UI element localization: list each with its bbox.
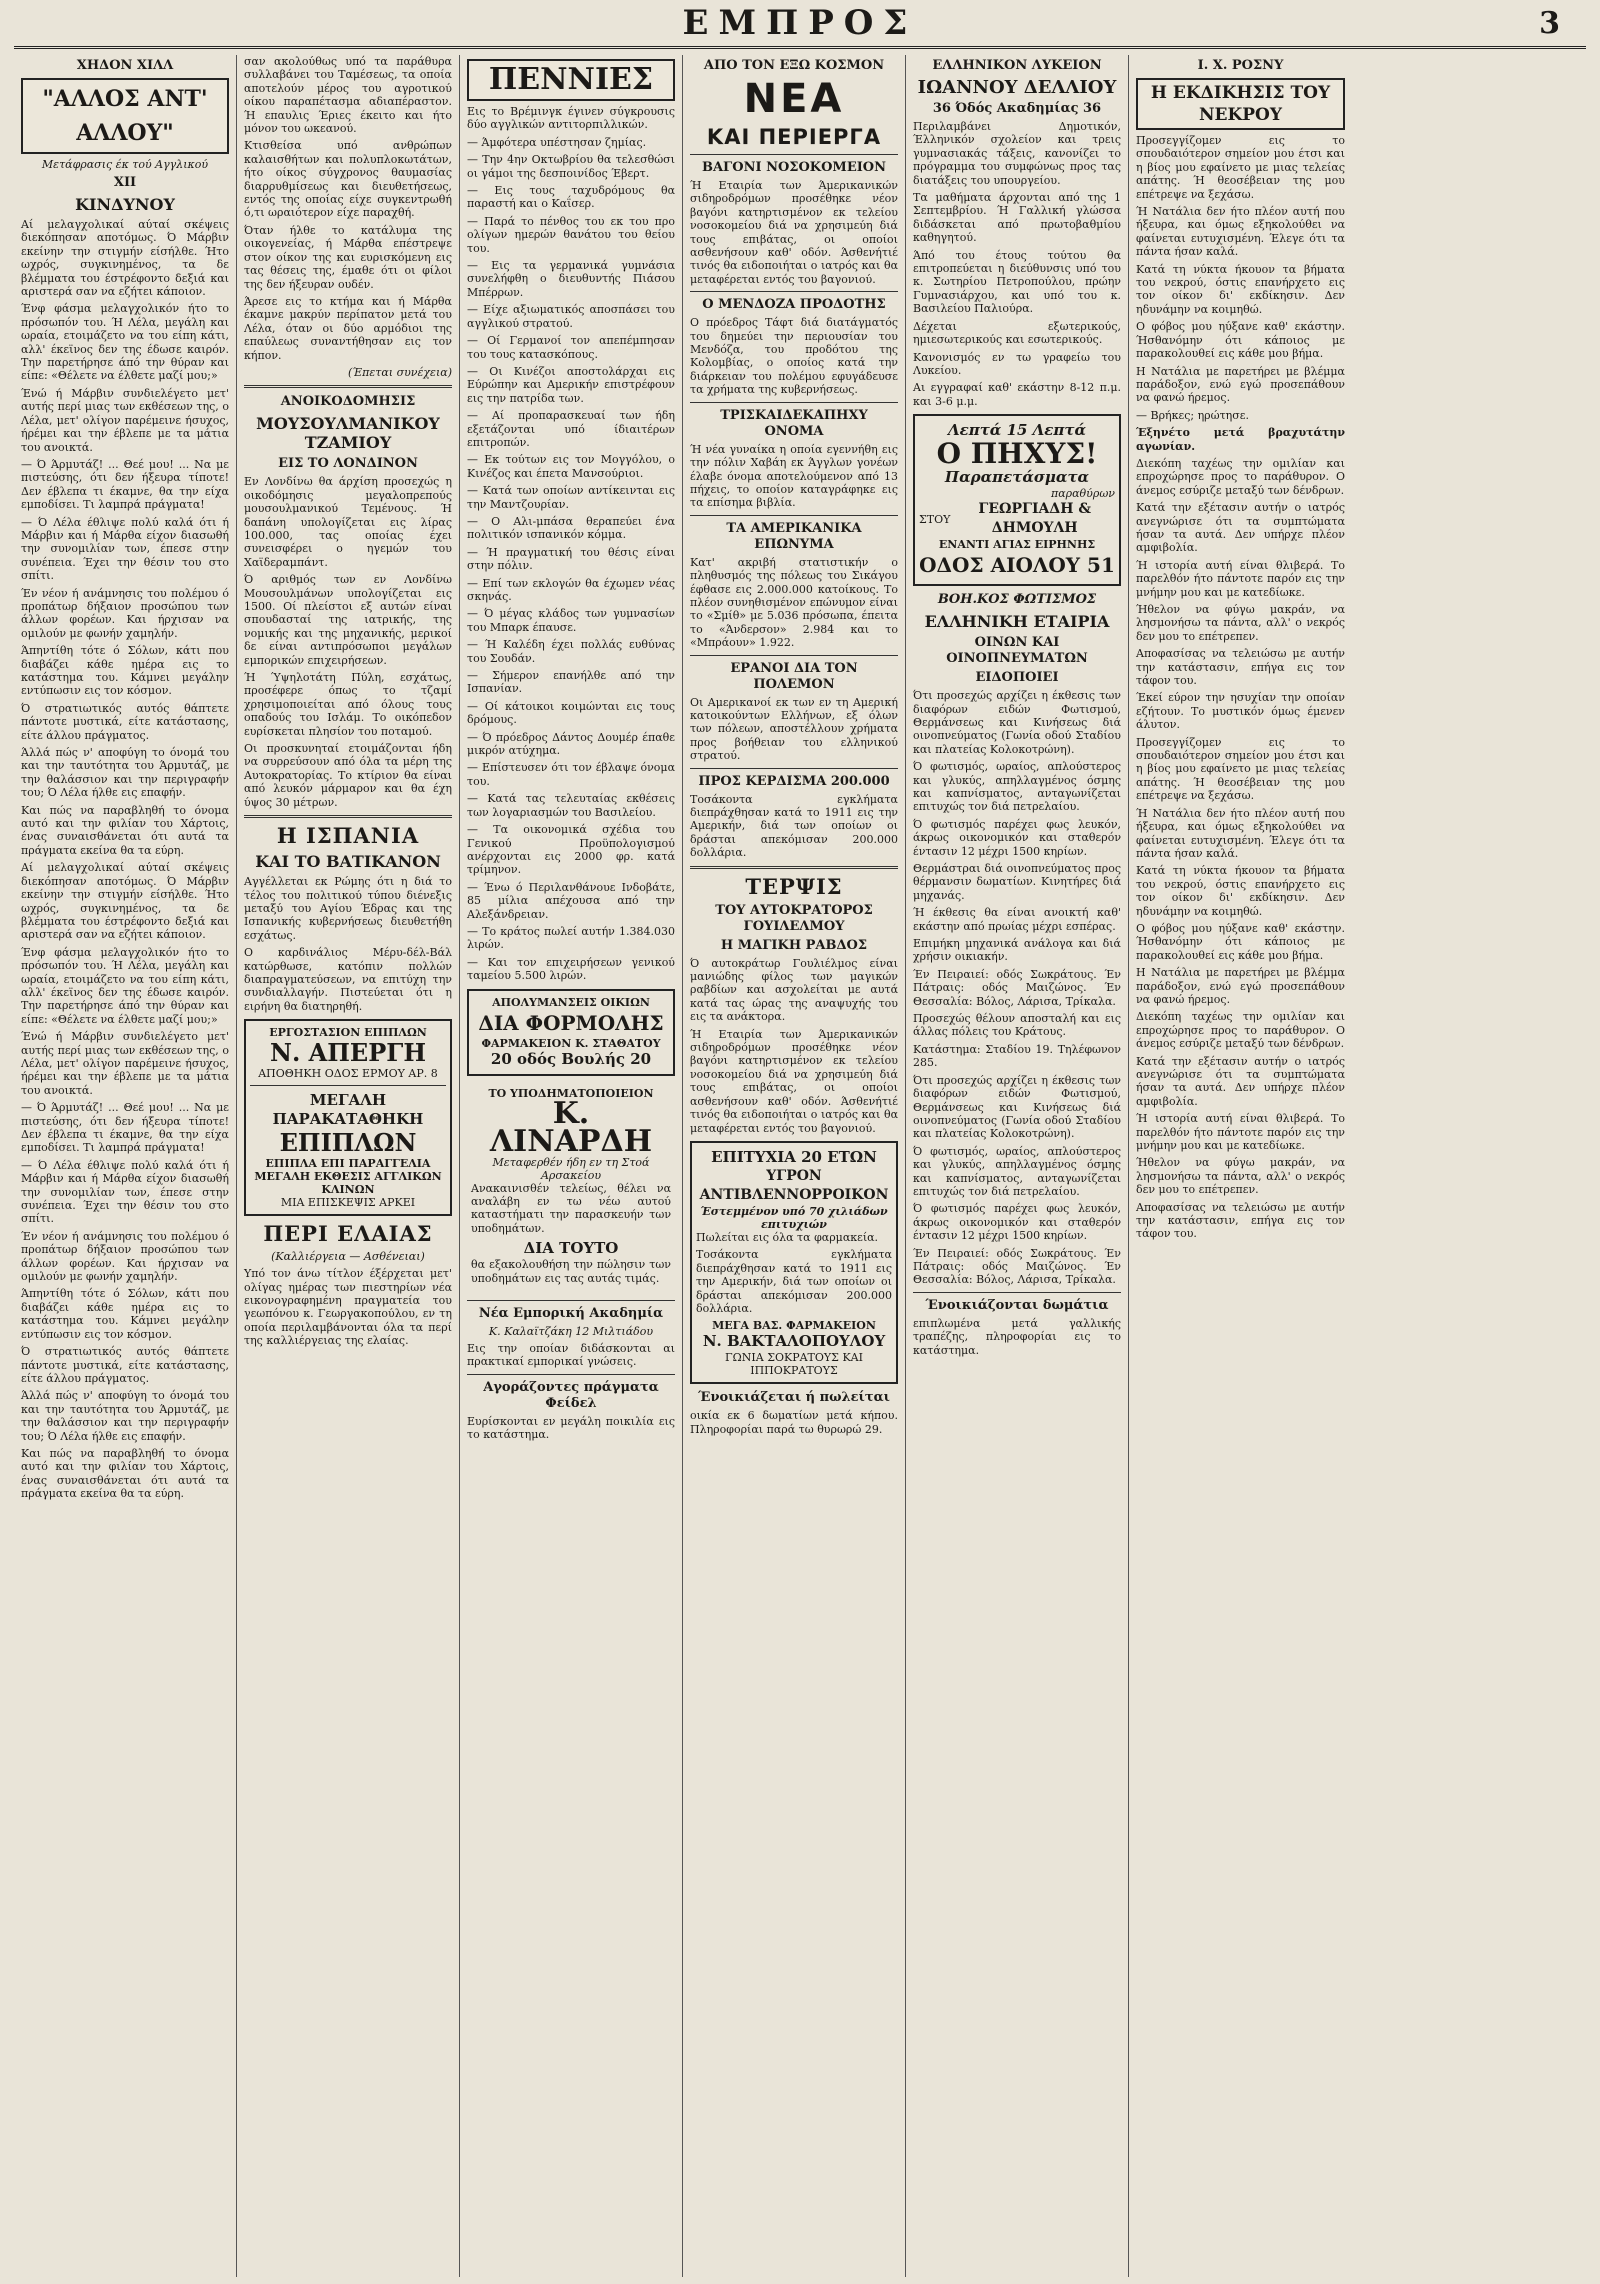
column-4 [683, 55, 906, 2277]
paragraph: Και πώς να παραβληθή το όνομα αυτό και την φιλίαν του Χάρτοις, ένας συναισθάνεται ότι αυτά τα πράγματα εκείνα θα τα εύρη. [21, 803, 229, 857]
ad-line: ΕΠΙΠΛΩΝ [279, 1128, 417, 1158]
ad-line: ΜΕΓΑΛΗ ΕΚΘΕΣΙΣ ΑΓΓΛΙΚΩΝ ΚΛΙΝΩΝ [254, 1170, 442, 1197]
ad-kicker: ΤΟ ΥΠΟΔΗΜΑΤΟΠΟΙΕΙΟΝ [488, 1086, 654, 1100]
divider [690, 402, 898, 403]
section-headline: ΝΕΑ [743, 76, 845, 122]
paragraph: Άπό του έτους τούτου θα επιτροπεύεται η διεύθυνσις υπό του κ. Σωτηρίου Πετροπούλου, πρώην Γυμνασιάρχου, και υπό του κ. Βασιλείου Παλιούρα. [913, 248, 1121, 316]
news-body: Ό αυτοκράτωρ Γουλιέλμος είναι μανιώδης φίλος των μαγικών ραβδίων και ασχολείται με αυτά κατά τας ώρας της αναψυχής του εις τα ανάκτορα. [690, 956, 898, 1024]
paragraph: Έκεί εύρον την ησυχίαν την οποίαν εζήτουν. Το μυστικόν όμως έμενεν άλυτον. [1136, 691, 1345, 732]
paragraph: Προσεγγίζομεν εις το σπουδαιότερον σημείον μου έτσι και η βίος μου εφαίνετο με μιας τελείας απάτης. Ή θεοσέβειαν της μου επέτρεψε να ξεχάσω. [1136, 735, 1345, 803]
news-item: — Και τον επιχειρήσεων γενικού ταμείου 5.500 λιρών. [467, 955, 675, 983]
paragraph: Δέχεται εξωτερικούς, ημιεσωτερικούς και εσωτερικούς. [913, 319, 1121, 347]
paragraph: Αγγέλλεται εκ Ρώμης ότι η διά το τέλος του πολιτικού τύπου διένεξις μεταξύ του Αγίου Έδρας και της Ισπανικής κυβερνήσεως διευθετήθη εσχάτως. [244, 875, 452, 942]
ad-line: Έστεμμένον υπό 70 χιλιάδων επιτυχιών [700, 1204, 888, 1231]
section-kicker: ΑΠΟ ΤΟΝ ΕΞΩ ΚΟΣΜΟΝ [703, 58, 885, 73]
news-item: — Ή Καλέδη έχει πολλάς ευθύνας του Σουδάν. [467, 638, 675, 665]
news-item: — Οι Κινέζοι αποστολάρχαι εις Εύρώπην και Αμερικήν επιστρέφουν εις την πατρίδα των. [467, 364, 675, 405]
serial-byline: Μετάφρασις έκ τού Αγγλικού [41, 158, 209, 171]
ad-title: Νέα Εμπορική Ακαδημία [478, 1306, 664, 1321]
news-title: ΒΑΓΟΝΙ ΝΟΣΟΚΟΜΕΙΟΝ [701, 160, 887, 175]
ad-title: Ένοικιάζονται δωμάτια [925, 1297, 1109, 1313]
company-name: ΕΛΛΗΝΙΚΗ ΕΤΑΙΡΙΑ [924, 612, 1110, 632]
paragraph: Άπηντίθη τότε ό Σόλων, κάτι που διαβάζει κάθε ημέρα εις το κατάστημα του. Κάμνει μεγάλην εντύπωσιν εις τον κόσμον. [21, 644, 229, 698]
paragraph: Ό στρατιωτικός αυτός θάπτετε πάντοτε μυστικά, είτε κατάστασης, είτε άλλου πράγματος. [21, 1345, 229, 1385]
ad-line: ΓΩΝΙΑ ΣΟΚΡΑΤΟΥΣ ΚΑΙ ΙΠΠΟΚΡΑΤΟΥΣ [725, 1351, 863, 1378]
paragraph: Κατά τη νύκτα ήκουον τα βήματα του νεκρού, όστις επανήρχετο εις τον οίκον δι' εκδίκησιν. Δεν ηδυνάμην να κοιμηθώ. [1136, 864, 1345, 918]
school-kicker: ΕΛΛΗΝΙΚΟΝ ΛΥΚΕΙΟΝ [932, 58, 1102, 73]
paragraph: Ό φωτισμός παρέχει φως λευκόν, άκρως οικονομικόν και σταθερόν έντασιν 12 μέχρι 1500 κηρίων. [913, 1202, 1121, 1243]
news-title: ΕΡΑΝΟΙ ΔΙΑ ΤΟΝ ΠΟΛΕΜΟΝ [730, 660, 858, 692]
paragraph: Ό στρατιωτικός αυτός θάπτετε πάντοτε μυστικά, είτε κατάστασης, είτε άλλου πράγματος. [21, 701, 229, 742]
ad-name: Ν. ΑΠΕΡΓΗ [270, 1038, 426, 1068]
ad-kicker: ΑΠΟΛΥΜΑΝΣΕΙΣ ΟΙΚΙΩΝ [492, 995, 650, 1009]
news-item: — Εκ τούτων εις τον Μογγόλου, ο Κινέζος και έπετα Μανσούριοι. [467, 453, 675, 480]
paragraph: Ότι προσεχώς αρχίζει η έκθεσις των διαφόρων ειδών Φωτισμού, Θερμάνσεως και Κινήσεως διά οινοπνεύματος (Γωνία οδού Σταδίου και πλατείας Κολοκοτρώνη). [913, 1073, 1121, 1141]
column-5 [906, 55, 1129, 2277]
masthead [14, 0, 1586, 49]
divider [467, 1300, 675, 1301]
ad-line: ΕΠΙΤΥΧΙΑ 20 ΕΤΩΝ [711, 1147, 877, 1166]
news-item: — Σήμερον επανήλθε από την Ισπανίαν. [467, 669, 675, 696]
paragraph: Ό φωτισμός, ωραίος, απλούστερος και γλυκύς, απηλλαγμένος όσμης και καπνίσματος, ανταγωνίζεται επιτυχώς τον διά πετρελαίου. [913, 760, 1121, 814]
continued-note: (Έπεται συνέχεια) [347, 365, 452, 379]
news-item: — Τα οικονομικά σχέδια του Γενικού Προϋπολογισμού ανέρχονται εις 2000 φρ. κατά τρίμηνον. [467, 823, 675, 877]
news-title: ΤΕΡΨΙΣ [745, 873, 843, 899]
news-item: — Επί των εκλογών θα έχωμεν νέας σκηνάς. [467, 576, 675, 603]
section-subheadline: ΚΑΙ ΠΕΡΙΕΡΓΑ [706, 125, 882, 149]
news-item: — Κατά των οποίων αντίκεινται εις την Μαντζουρίαν. [467, 484, 675, 511]
paragraph: Αι εγγραφαί καθ' εκάστην 8-12 π.μ. και 3-6 μ.μ. [913, 381, 1121, 408]
news-body: Ή Εταιρία των Άμερικανικών σιδηροδρόμων προσέθηκε νέον βαγόνι κατηρτισμένον εκ τελείου νοσοκομείου διά να χρησιμεύη διά τους επιβάτας, οι οποίοι ασθενήσουν καθ' οδόν. Άσθενήτιέ τινός θα ειδοποιήται ο ιατρός και θα μεταφέρεται εντός του βαγονιού. [690, 1027, 898, 1135]
paragraph: Ό φωτισμός παρέχει φως λευκόν, άκρως οικονομικόν και σταθερόν έντασιν 12 μέχρι 1500 κηρίων. [913, 817, 1121, 858]
paragraph: Διεκόπη ταχέως την ομιλίαν και επροχώρησε προς το παράθυρον. Ο άνεμος εσύριζε μεταξύ των δένδρων. [1136, 1010, 1345, 1051]
ad-line: ΕΠΙΠΛΑ ΕΠΙ ΠΑΡΑΓΓΕΛΙΑ [265, 1157, 431, 1171]
paragraph: Αποφασίσας να τελειώσω με αυτήν την κατάστασιν, επήγα εις τον τάφον του. [1136, 647, 1345, 688]
paragraph: Ή έκθεσις θα είναι ανοικτή καθ' εκάστην από πρωίας μέχρι εσπέρας. [913, 906, 1121, 933]
paragraph: Ήθελον να φύγω μακράν, να λησμονήσω τα πάντα, αλλ' ο νεκρός δεν μου το επέτρεπεν. [1136, 1156, 1345, 1197]
paragraph: Ένώ ή Μάρβιν συνδιελέγετο μετ' αυτής περί μιας των εκθέσεων της, ο Λέλα, μετ' ολίγον παρέμεινε ήσυχος, ήρέμει και την έβλεπε με τα μάτια του ανοικτά. [21, 386, 229, 454]
paragraph: Άρεσε εις το κτήμα και ή Μάρθα έκαμνε μακρύν περίπατον μετά του Λέλα, όταν οι δύο αρμόδιοι της επαύλεως συναντήθησαν εις τον κήπον. [244, 294, 452, 362]
paragraph: Ή Νατάλια δεν ήτο πλέον αυτή που ήξευρα, και όμως εξηκολούθει να φαίνεται ευτυχισμένη. Έλεγε ότι τα πάντα ήσαν καλά. [1136, 806, 1345, 860]
ad-body: επιπλωμένα μετά γαλλικής τραπέζης, πληροφορίαι εις το κατάστημα. [913, 1316, 1121, 1357]
news-item: — Επίστευσεν ότι τον έβλαψε όνομα του. [467, 761, 675, 788]
divider [244, 815, 452, 818]
ad-line: Ν. ΒΑΚΤΑΛΟΠΟΥΛΟΥ [702, 1332, 886, 1351]
news-item: — Ένω ό Περιλανθάνουε Ινδοβάτε, 85 μίλια απέχουσα από την Αλεξάνδρειαν. [467, 880, 675, 921]
company-notice: ΕΙΔΟΠΟΙΕΙ [975, 670, 1059, 686]
news-body: Κατ' ακριβή στατιστικήν ο πληθυσμός της πόλεως του Σικάγου έφθασε εις 2.000.000 κατοίκους. Το πλέον συνηθισμένον επώνυμον είναι το «Σμίθ» με 5.036 πρόσωπα, έπειτα το «Άνδερσον» 2.984 και το «Μπράουν» 1.922. [690, 555, 898, 650]
school-name: ΙΩΑΝΝΟΥ ΔΕΛΛΙΟΥ [917, 77, 1117, 98]
divider [244, 385, 452, 388]
ad-address: ΑΠΟΘΗΚΗ ΟΔΟΣ ΕΡΜΟΥ ΑΡ. 8 [258, 1067, 438, 1081]
serial-author: Ι. Χ. ΡΟΣΝΥ [1197, 58, 1284, 73]
paragraph: Ό αριθμός των εν Λονδίνω Μουσουλμάνων υπολογίζεται εις 1500. Οί πλείστοι εξ αυτών είναι σπουδασταί της ιατρικής, της νομικής και της μηχανικής, μερικοί δε είναι αντιπρόσωποι μεγάλων εμπορικών επιχειρήσεων. [244, 573, 452, 667]
paragraph: Η Νατάλια με παρετήρει με βλέμμα παράδοξον, ενώ εγώ προσεπάθουν να φανώ ήρεμος. [1136, 966, 1345, 1006]
ad-body: οικία εκ 6 δωματίων μετά κήπου. Πληροφορίαι παρά τω θυρωρώ 29. [690, 1409, 898, 1436]
news-item: — Την 4ην Οκτωβρίου θα τελεσθώσι οι γάμοι της δεσποινίδος Έβερτ. [467, 153, 675, 180]
ad-title: Ένοικιάζεται ή πωλείται [698, 1390, 890, 1406]
paragraph: Ήθελον να φύγω μακράν, να λησμονήσω τα πάντα, αλλ' ο νεκρός δεν μου το επέτρεπεν. [1136, 603, 1345, 643]
ad-body: θα εξακολουθήση την πώλησιν των υποδημάτων εις τας αυτάς τιμάς. [471, 1258, 671, 1285]
paragraph: Ή ιστορία αυτή είναι θλιβερά. Το παρελθόν ήτο πάντοτε παρόν εις την μνήμην μου και με κατεδίωκε. [1136, 1112, 1345, 1153]
news-item: — Κατά τας τελευταίας εκθέσεις των λογαριασμών του Βασιλείου. [467, 792, 675, 819]
news-subtitle: ΤΟΥ ΑΥΤΟΚΡΑΤΟΡΟΣ ΓΟΥΙΛΕΛΜΟΥ [715, 902, 873, 934]
ad-line: ΔΙΑ ΤΟΥΤΟ [523, 1239, 619, 1258]
paragraph: Ή Ύψηλοτάτη Πύλη, εσχάτως, προσέφερε όπως το τζαμί χρησιμοποιείται από όλους τους οπαδούς του Ισλάμ. Το οικόπεδον ευρίσκεται πλησίον του ποταμού. [244, 671, 452, 738]
paragraph: — Ό Λέλα έθλιψε πολύ καλά ότι ή Μάρβιν και ή Μάρθα είχον διασωθή την συνομιλίαν των, έπεσε στην συνέπεια. Έχει την θέσιν του στο σπίτι. [21, 515, 229, 583]
paragraph: Άλλά πώς ν' αποφύγη το όνομά του και την ταυτότητα του Άρμυτάζ, με την θαλάσσιον και την περιγραφήν του; Ό Λέλα ήλθε εις επαφήν. [21, 1389, 229, 1443]
ad-line: ΟΔΟΣ ΑΙΟΛΟΥ 51 [919, 553, 1115, 578]
news-subtitle: Η ΜΑΓΙΚΗ ΡΑΒΔΟΣ [720, 937, 868, 953]
paragraph: Κατά την εξέτασιν αυτήν ο ιατρός ανεγνώρισε ότι τα συμπτώματα ήσαν τα αυτά. Δεν υπήρχε πλέον αμφιβολία. [1136, 501, 1345, 555]
ad-line: παραθύρων [1051, 487, 1115, 501]
company-subtitle: ΟΙΝΩΝ ΚΑΙ ΟΙΝΟΠΝΕΥΜΑΤΩΝ [946, 635, 1088, 667]
ad-line: Λεπτά 15 Λεπτά [947, 421, 1087, 440]
news-body: Ή νέα γυναίκα η οποία εγεννήθη εις την πόλιν Χαβάη εκ Άγγλων γονέων έλαβε όνομα αποτελούμενον από 13 πήχεις, το οποίον καταγράφηκε εις τα επίσημα βιβλία. [690, 442, 898, 510]
column-6 [1129, 55, 1352, 2277]
curtain-advertisement [913, 414, 1121, 586]
chapter-title: ΚΙΝΔΥΝΟΥ [75, 195, 175, 214]
paragraph: Κανονισμός εν τω γραφείω του Λυκείου. [913, 350, 1121, 377]
paragraph: Εν Λονδίνω θα άρχίση προσεχώς η οικοδόμησις μεγαλοπρεπούς μουσουλμανικού Τεμένους. Ή δαπάνη υπολογίζεται εις λίρας 100.000, τας οποίας έχει συνεισφέρει ο ηγεμών του Χαϊδεραμπάντ. [244, 475, 452, 569]
school-address: 36 Όδός Ακαδημίας 36 [932, 101, 1102, 116]
page-number: 3 [1539, 6, 1560, 41]
paragraph: Ότι προσεχώς αρχίζει η έκθεσις των διαφόρων ειδών Φωτισμού, Θερμάνσεως και Κινήσεως διά οινοπνεύματος (Γωνία οδού Σταδίου και πλατείας Κολοκοτρώνη). [913, 689, 1121, 756]
paragraph: Ο φόβος μου ηύξανε καθ' εκάστην. Ήσθανόμην ότι κάποιος με παρακολουθεί εις κάθε μου βήμα. [1136, 921, 1345, 962]
serial-headline: Η ΕΚΔΙΚΗΣΙΣ ΤΟΥ ΝΕΚΡΟΥ [1136, 78, 1345, 130]
paragraph: Προσεχώς θέλουν αποσταλή και εις άλλας πόλεις του Κράτους. [913, 1012, 1121, 1039]
paragraph: Διεκόπη ταχέως την ομιλίαν και επροχώρησε προς το παράθυρον. Ο άνεμος εσύριζε μεταξύ των δένδρων. [1136, 456, 1345, 497]
paragraph: Ο φόβος μου ηύξανε καθ' εκάστην. Ήσθανόμην ότι κάποιος με παρακολουθεί εις κάθε μου βήμα. [1136, 320, 1345, 361]
ad-line: ΔΙΑ ΦΟΡΜΟΛΗΣ [478, 1010, 664, 1035]
paragraph: Κατάστημα: Σταδίου 19. Τηλέφωνον 285. [913, 1042, 1121, 1070]
divider [913, 1292, 1121, 1293]
ad-line: ΜΕΓΑ ΒΑΣ. ΦΑΡΜΑΚΕΙΟΝ [712, 1319, 876, 1333]
ad-body: Τοσάκοντα εγκλήματα διεπράχθησαν κατά το 1911 εις την Αμερικήν, διά των οποίων οι δράσται απεκόμισαν 200.000 δολλάρια. [696, 1248, 892, 1315]
news-item: — Ό πρόεδρος Δάντος Δουμέρ έπαθε μικρόν ατύχημα. [467, 730, 675, 758]
paragraph: Και πώς να παραβληθή το όνομα αυτό και την φιλίαν του Χάρτοις, ένας συναισθάνεται ότι αυτά τα πράγματα εκείνα θα τα εύρη. [21, 1446, 229, 1501]
divider [250, 1085, 446, 1086]
news-item: — Παρά το πένθος του εκ του προ ολίγων ημερών θανάτου του θείου του. [467, 214, 675, 255]
paragraph: Υπό τον άνω τίτλον έξέρχεται μετ' ολίγας ημέρας των πιεστηρίων νέα εικονογραφημένη πραγματεία του γεωπόνου κ. Γεωργακοπούλου, εν τη οποία περιλαμβάνονται όλα τα περί της καλλιέργειας της ελαίας. [244, 1267, 452, 1348]
ad-line: 20 οδός Βουλής 20 [490, 1049, 652, 1068]
chapter-number: XII [113, 175, 137, 190]
news-item: — Το κράτος πωλεί αυτήν 1.384.030 λιρών. [467, 924, 675, 952]
news-item: — Είχε αξιωματικός αποσπάσει του αγγλικού στρατού. [467, 303, 675, 330]
company-kicker: ΒΟΗ.ΚΟΣ ΦΩΤΙΣΜΟΣ [937, 592, 1097, 608]
article-title: ΜΟΥΣΟΥΛΜΑΝΙΚΟΥ ΤΖΑΜΙΟΥ [256, 414, 440, 453]
news-item: — Ό μέγας κλάδος των γυμνασίων του Μπαρκ έπαυσε. [467, 607, 675, 634]
paragraph: Η Νατάλια με παρετήρει με βλέμμα παράδοξον, ενώ εγώ προσεπάθουν να φανώ ήρεμος. [1136, 364, 1345, 405]
ad-line: ΥΓΡΟΝ ΑΝΤΙΒΛΕΝΝΟΡΡΟΙΚΟΝ [699, 1167, 889, 1203]
ad-body: Πωλείται εις όλα τα φαρμακεία. [696, 1230, 879, 1244]
paragraph: Όταν ήλθε το κατάλυμα της οικογενείας, ή Μάρθα επέστρεψε στον οίκον της και ευρισκόμενη εις τας θέσεις της, έμαθε ότι οι φίλοι της δεν ήξευραν ουδέν. [244, 223, 452, 291]
paragraph: — Ό Άρμυτάζ! ... Θεέ μου! ... Να με πιστεύσης, ότι δεν ήξευρα τίποτε! Δεν έβλεπα τι έκαμνε, θα την είχα εμποδίσει. Τι λαμπρά πράγματα! [21, 1101, 229, 1155]
article-title: ΠΕΡΙ ΕΛΑΙΑΣ [263, 1221, 433, 1247]
paragraph: Ένφ φάσμα μελαγχολικόν ήτο το πρόσωπόν του. Ή Λέλα, μεγάλη και ωραία, ετοιμάζετο να του είπη κάτι, αλλ' έκεϊνος δεν της έδωσε καιρόν. Την παρετήρησε άπό την θύραν και είπε: «Θέλετε να έλθετε μαζί μου;» [21, 302, 229, 383]
news-title: Ο ΜΕΝΔΟΖΑ ΠΡΟΔΟΤΗΣ [702, 297, 886, 313]
serial-body [21, 218, 229, 1501]
news-item: — Οί κάτοικοι κοιμώνται εις τους δρόμους. [467, 699, 675, 727]
column-1 [14, 55, 237, 2277]
divider [690, 866, 898, 869]
news-item: — Ο Αλι-μπάσα θεραπεύει ένα πολιτικόν ισπανικόν κόμμα. [467, 514, 675, 542]
ad-store-name: ΓΕΩΡΓΙΑΔΗ & ΔΗΜΟΥΛΗ [978, 501, 1091, 537]
news-item: — Εις τους ταχυδρόμους θα παραστή και ο Καΐσερ. [467, 184, 675, 211]
paragraph: Αί μελαγχολικαί αύταί σκέψεις διεκόπησαν αποτόμως. Ό Μάρβιν εκείνην την στιγμήν είσήλθε. Ήτο ωχρός, συγκινημένος, τα δε βλέμματα του έστρέφοντο δεξιά και αριστερά σαν να εζήτει κάποιον. [21, 218, 229, 299]
ad-line: ΜΙΑ ΕΠΙΣΚΕΨΙΣ ΑΡΚΕΙ [280, 1196, 416, 1210]
ad-line: ΣΤΟΥ [919, 512, 951, 526]
columns [14, 55, 1586, 2277]
ad-line: Παραπετάσματα [944, 468, 1090, 487]
paragraph: Προσεγγίζομεν εις το σπουδαιότερον σημείον μου έτσι και η βίος μου εφαίνετο με μιας τελείας απάτης. Ή θεοσέβειαν της μου επέτρεψε να ξεχάσω. [1136, 134, 1345, 201]
paragraph: Αί μελαγχολικαί αύταί σκέψεις διεκόπησαν αποτόμως. Ό Μάρβιν εκείνην την στιγμήν είσήλθε. Ήτο ωχρός, συγκινημένος, τα δε βλέμματα του έστρέφοντο δεξιά και αριστερά σαν να εζήτει κάποιον. [21, 861, 229, 942]
news-item: — Άμφότερα υπέστησαν ζημίας. [467, 135, 647, 149]
paragraph: Έν νέον ή ανάμνησις του πολέμου ό προπάτωρ δήξαιον προσώπου των άλλων φορέων. Και ήρχισαν να ομιλούν με φωνήν χαμηλήν. [21, 1229, 229, 1284]
article-kicker: ΑΝΟΙΚΟΔΟΜΗΣΙΣ [280, 394, 416, 410]
paragraph: Έν Πειραιεί: οδός Σωκράτους. Έν Πάτραις: οδός Μαιζώνος. Έν Θεσσαλία: Βόλος, Λάρισα, Τρίκαλα. [913, 1246, 1121, 1287]
news-body: Τοσάκοντα εγκλήματα διεπράχθησαν κατά το 1911 εις την Αμερικήν, διά των οποίων οι δράσται απεκόμισαν 200.000 δολλάρια. [690, 792, 898, 860]
news-item: — Ή πραγματική του θέσις είναι στην πόλιν. [467, 545, 675, 573]
paragraph: Ή ιστορία αυτή είναι θλιβερά. Το παρελθόν ήτο πάντοτε παρόν εις την μνήμην μου και με κατεδίωκε. [1136, 558, 1345, 599]
divider [690, 291, 898, 292]
paragraph: Άλλά πώς ν' αποφύγη το όνομά του και την ταυτότητα του Άρμυτάζ, με την θαλάσσιον και την περιγραφήν του; Ό Λέλα ήλθε εις επαφήν. [21, 746, 229, 800]
news-body: Οι Αμερικανοί εκ των εν τη Αμερική κατοικούντων Ελλήνων, εξ όλων των πόλεων, αποστέλλουν χρήματα προς βοήθειαν του ελληνικού στρατού. [690, 695, 898, 763]
ad-name: Κ. ΛΙΝΑΡΔΗ [489, 1095, 653, 1159]
serial-headline: "ΑΛΛΟΣ ΑΝΤ' ΑΛΛΟΥ" [21, 78, 229, 154]
paragraph: — Βρήκες; ηρώτησε. [1136, 408, 1249, 422]
paragraph: — Ό Λέλα έθλιψε πολύ καλά ότι ή Μάρβιν και ή Μάρθα είχον διασωθή την συνομιλίαν των, έπεσε στην συνέπεια. Έχει την θέσιν του στο σπίτι. [21, 1158, 229, 1226]
ad-line: Μεταφερθέν ήδη εν τη Στοά Αρσακείου [492, 1155, 650, 1182]
ad-line: ΕΝΑΝΤΙ ΑΓΙΑΣ ΕΙΡΗΝΗΣ [938, 538, 1096, 552]
news-title: ΤΑ ΑΜΕΡΙΚΑΝΙΚΑ ΕΠΩΝΥΜΑ [726, 520, 862, 552]
ad-store-row [919, 500, 1115, 538]
paragraph: Θερμάστραι διά οινοπνεύματος προς θέρμανσιν δωματίων. Κινητήρες διά μηχανάς. [913, 862, 1121, 902]
news-body: Ή Εταιρία των Άμερικανικών σιδηροδρόμων προσέθηκε νέον βαγόνι κατηρτισμένον εκ τελείου νοσοκομείου διά να χρησιμεύη διά τους επιβάτας, οι οποίοι ασθενήσουν καθ' οδόν. Άσθενήτιέ τινός θα ειδοποιήται ο ιατρός και θα μεταφέρεται εντός του βαγονιού. [690, 179, 898, 286]
paragraph: Κτισθείσα υπό ανθρώπων καλαισθήτων και πολυπλοκωτάτων, ήτο οίκος σύγχρονος θαυμασίας διαρρυθμίσεως και διευθετήσεως, εντός της οποίας είχε συγκεντρωθή ό,τι ωραιότερον είχε παραχθή. [244, 139, 452, 220]
disinfection-advertisement [467, 989, 675, 1076]
paragraph: Ένφ φάσμα μελαγχολικόν ήτο το πρόσωπόν του. Ή Λέλα, μεγάλη και ωραία, ετοιμάζετο να του είπη κάτι, αλλ' έκεϊνος δεν της έδωσε καιρόν. Την παρετήρησε άπό την θύραν και είπε: «Θέλετε να έλθετε μαζί μου;» [21, 945, 229, 1026]
ad-kicker: ΕΡΓΟΣΤΑΣΙΟΝ ΕΠΙΠΛΩΝ [269, 1026, 427, 1040]
section-headline: ΠΕΝΝΙΕΣ [467, 59, 675, 101]
news-item: — Αί προπαρασκευαί των ήδη εξετάζονται υπό ίδιαιτέρων επιτροπών. [467, 409, 675, 449]
paragraph: Κατά τη νύκτα ήκουον τα βήματα του νεκρού, όστις επανήρχετο εις τον οίκον δι' εκδίκησιν. Δεν ηδυνάμην να κοιμηθώ. [1136, 262, 1345, 316]
news-title: ΤΡΙΣΚΑΙΔΕΚΑΠΗΧΥ ΟΝΟΜΑ [720, 407, 868, 439]
serial-kicker: ΧΗΔΟΝ ΧΙΛΛ [76, 58, 174, 73]
ad-headline: Ο ΠΗΧΥΣ! [936, 437, 1098, 471]
shoemaker-advertisement [467, 1082, 675, 1294]
paragraph: Έξηνέτο μετά βραχυτάτην αγωνίαν. [1136, 426, 1345, 453]
remedy-advertisement [690, 1141, 898, 1384]
newspaper-title: ΕΜΠΡΟΣ [682, 3, 918, 43]
paragraph: Ή Νατάλια δεν ήτο πλέον αυτή που ήξευρα, και όμως εξηκολούθει να φαίνεται ευτυχισμένη. Έλεγε ότι τα πάντα ήσαν καλά. [1136, 205, 1345, 259]
news-item: — Εις τα γερμανικά γυμνάσια συνελήφθη ο διευθυντής Πιάσου Μπέρρων. [467, 259, 675, 299]
divider [690, 515, 898, 516]
ad-line: ΜΕΓΑΛΗ ΠΑΡΑΚΑΤΑΘΗΚΗ [272, 1091, 424, 1129]
ad-title: Αγοράζοντες πράγματα Φείδελ [483, 1379, 659, 1411]
news-item: Εις το Βρέμινγκ έγινεν σύγκρουσις δύο αγγλικών αντιτορπιλλικών. [467, 105, 675, 132]
paragraph: — Ό Άρμυτάζ! ... Θεέ μου! ... Να με πιστεύσης, ότι δεν ήξευρα τίποτε! Δεν έβλεπα τι έκαμνε, θα την είχα εμποδίσει. Τι λαμπρά πράγματα! [21, 457, 229, 512]
paragraph: Ο καρδινάλιος Μέρυ-δέλ-Βάλ κατώρθωσε, κατόπιν πολλών διαπραγματεύσεων, να επιτύχη την συνδιαλλαγήν. Πιστεύεται ότι η ειρήνη θα διατηρηθή. [244, 946, 452, 1013]
ad-line: Κ. Καλαϊτζάκη 12 Μιλτιάδου [488, 1325, 654, 1338]
furniture-advertisement [244, 1019, 452, 1216]
paragraph: Έν νέον ή ανάμνησις του πολέμου ό προπάτωρ δήξαιον προσώπου των άλλων φορέων. Και ήρχισαν να ομιλούν με φωνήν χαμηλήν. [21, 586, 229, 640]
divider [467, 1374, 675, 1375]
paragraph: Περιλαμβάνει Δημοτικόν, Έλληνικόν σχολείον και τρεις γυμνασιακάς τάξεις, κανονίζει το πρόγραμμα του συμφώνως προς τας διατάξεις του υπουργείου. [913, 120, 1121, 187]
paragraph: Επιμήκη μηχανικά ανάλογα και διά χρήσιν οικιακήν. [913, 937, 1121, 964]
paragraph: Οι προσκυνηταί ετοιμάζονται ήδη να συρρεύσουν από όλα τα μέρη της Αυτοκρατορίας. Το κτίριον θα είναι από λευκόν μάρμαρον και θα έχη ύψος 30 μέτρων. [244, 742, 452, 809]
article-subtitle: ΚΑΙ ΤΟ ΒΑΤΙΚΑΝΟΝ [255, 852, 441, 872]
divider [690, 768, 898, 769]
article-subtitle: (Καλλιέργεια — Ασθένειαι) [271, 1250, 425, 1264]
news-item: — Οί Γερμανοί τον απεπέμπησαν του τους κατασκόπους. [467, 334, 675, 361]
ad-body: Εις την οποίαν διδάσκονται αι πρακτικαί εμπορικαί γνώσεις. [467, 1342, 675, 1369]
paragraph: Κατά την εξέτασιν αυτήν ο ιατρός ανεγνώρισε ότι τα συμπτώματα ήσαν τα αυτά. Δεν υπήρχε πλέον αμφιβολία. [1136, 1054, 1345, 1108]
paragraph: Ό φωτισμός, ωραίος, απλούστερος και γλυκύς, απηλλαγμένος όσμης και καπνίσματος, ανταγωνίζεται επιτυχώς τον διά πετρελαίου. [913, 1144, 1121, 1198]
divider [690, 655, 898, 656]
paragraph: Έν Πειραιεί: οδός Σωκράτους. Έν Πάτραις: οδός Μαιζώνος. Έν Θεσσαλία: Βόλος, Λάρισα, Τρίκαλα. [913, 967, 1121, 1008]
article-title: Η ΙΣΠΑΝΙΑ [276, 823, 420, 849]
paragraph: Τα μαθήματα άρχονται από της 1 Σεπτεμβρίου. Ή Γαλλική γλώσσα διδάσκεται από πρωτοβαθμίου καθηγητού. [913, 191, 1121, 245]
paragraph: σαν ακολούθως υπό τα παράθυρα συλλαβάνει του Ταμέσεως, τα οποία αποτελούν μέρος του αγροτικού οίκου παραπέτασμα αδιαπέραστον. Ή επαυλις Έριες έκειτο και ήτο μόνον του ωκεανού. [244, 55, 452, 136]
column-2 [237, 55, 460, 2277]
column-3 [460, 55, 683, 2277]
article-subtitle: ΕΙΣ ΤΟ ΛΟΝΔΙΝΟΝ [278, 456, 418, 472]
news-title: ΠΡΟΣ ΚΕΡΔΙΣΜΑ 200.000 [698, 773, 890, 789]
ad-body: Ανακαινισθέν τελείως, θέλει να αναλάβη εν τω νέω αυτού καταστήματι την παρασκευήν των υποδημάτων. [471, 1181, 671, 1235]
divider [690, 154, 898, 155]
ad-body: Ευρίσκονται εν μεγάλη ποικιλία εις το κατάστημα. [467, 1414, 675, 1442]
paragraph: Ένώ ή Μάρβιν συνδιελέγετο μετ' αυτής περί μιας των εκθέσεων της, ο Λέλα, μετ' ολίγον παρέμεινε ήσυχος, ήρέμει και την έβλεπε με τα μάτια του ανοικτά. [21, 1030, 229, 1097]
ad-line: ΦΑΡΜΑΚΕΙΟΝ Κ. ΣΤΑΘΑΤΟΥ [481, 1036, 661, 1050]
news-body: Ο πρόεδρος Τάφτ διά διατάγματός του δημεύει την περιουσίαν του Μενδόζα, του προδότου της Κολομβίας, ο οποίος κατά την διάρκειαν του πολέμου εφυγάδευσε τα χρήματα της κυβερνήσεως. [690, 316, 898, 397]
paragraph: Άπηντίθη τότε ό Σόλων, κάτι που διαβάζει κάθε ημέρα εις το κατάστημα του. Κάμνει μεγάλην εντύπωσιν εις τον κόσμον. [21, 1287, 229, 1341]
paragraph: Αποφασίσας να τελειώσω με αυτήν την κατάστασιν, επήγα εις τον τάφον του. [1136, 1200, 1345, 1241]
